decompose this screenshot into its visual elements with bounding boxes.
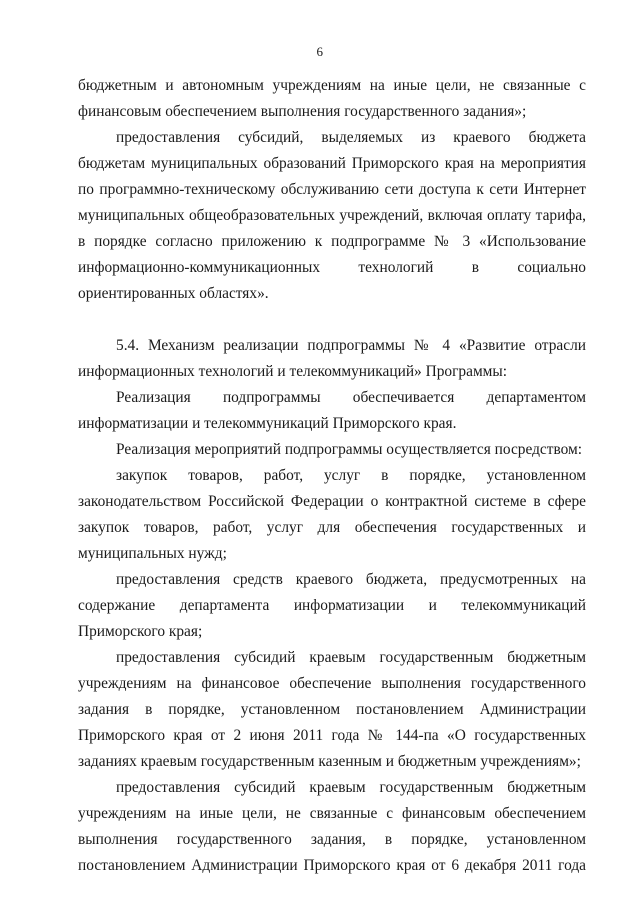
paragraph-procurement: закупок товаров, работ, услуг в порядке, установленном законодательством Российской Федерации о контрактной системе в сфере закупок товаров, работ, услуг для обеспечения государственных и муниципальных нужд;: [78, 467, 586, 562]
paragraph-continuation: бюджетным и автономным учреждениям на иные цели, не связанные с финансовым обеспечением выполнения государственного задания»;: [78, 77, 586, 120]
paragraph-measures-intro: Реализация мероприятий подпрограммы осуществляется посредством:: [116, 441, 583, 458]
paragraph-implementation: Реализация подпрограммы обеспечивается департаментом информатизации и телекоммуникаций Приморского края.: [78, 389, 586, 432]
paragraph-budget-funds: предоставления средств краевого бюджета, предусмотренных на содержание департамента информатизации и телекоммуникаций Приморского края;: [78, 571, 586, 640]
page-number: 6: [316, 44, 324, 59]
paragraph-subsidies-state-task: предоставления субсидий краевым государственным бюджетным учреждениям на финансовое обеспечение выполнения государственного задания в порядке, установленном постановлением Администрации Приморского края от 2 июня 2011 года № 144-па «О государственных заданиях краевым государственным казенным и бюджетным учреждениям»;: [78, 649, 586, 770]
document-body: [78, 73, 586, 879]
paragraph-subsidies-other-purposes: предоставления субсидий краевым государственным бюджетным учреждениям на иные цели, не связанные с финансовым обеспечением выполнения государственного задания, в порядке, установленном постановлением Администрации Приморского края от 6 декабря 2011 года: [78, 779, 586, 874]
paragraph-subsidies-internet: предоставления субсидий, выделяемых из краевого бюджета бюджетам муниципальных образований Приморского края на мероприятия по программно-техническому обслуживанию сети доступа к сети Интернет муниципальных общеобразовательных учреждений, включая оплату тарифа, в порядке согласно приложению к подпрограмме № 3 «Использование информационно-коммуникационных технологий в социально ориентированных областях».: [78, 129, 586, 302]
section-heading-5-4: 5.4. Механизм реализации подпрограммы № 4 «Развитие отрасли информационных технологий и телекоммуникаций» Программы:: [78, 337, 586, 380]
